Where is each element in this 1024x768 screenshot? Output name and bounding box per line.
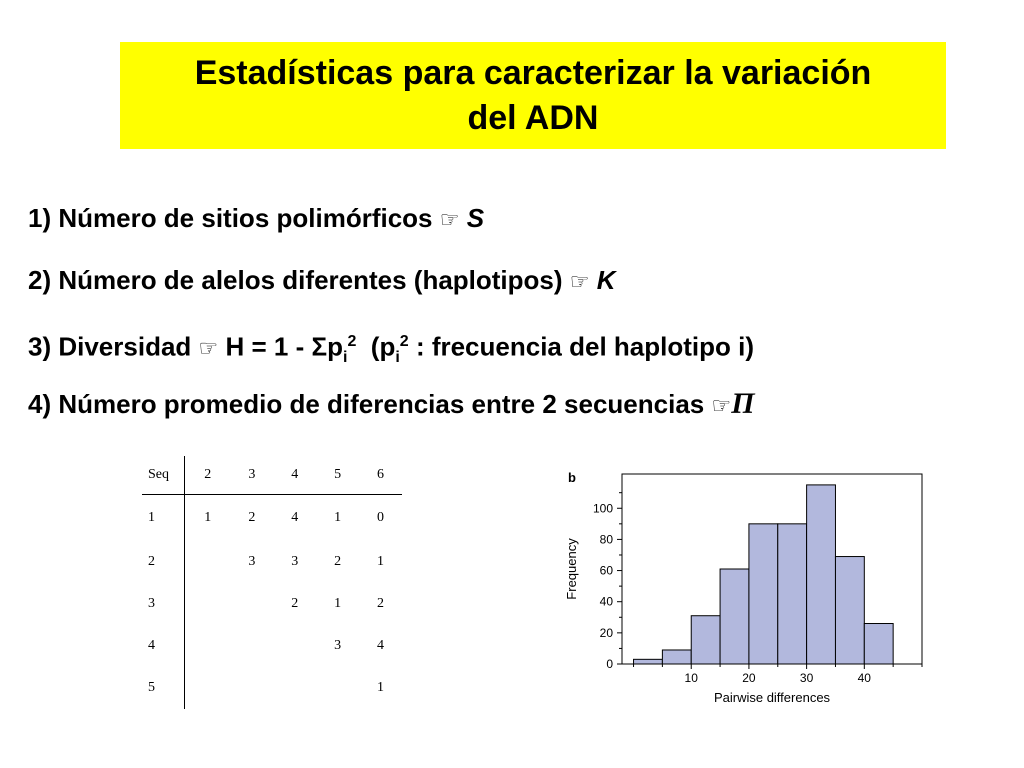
- table-cell: [230, 583, 273, 625]
- table-cell: [230, 667, 273, 709]
- table-cell: 2: [142, 541, 185, 583]
- table-cell: 5: [142, 667, 185, 709]
- y-axis-label: Frequency: [564, 538, 579, 600]
- histogram-bar: [634, 659, 663, 664]
- x-tick-label: 40: [857, 671, 871, 685]
- table-cell: 3: [334, 638, 342, 653]
- y-tick-label: 20: [599, 625, 613, 640]
- table-cell: [185, 541, 231, 583]
- table-cell: 4: [142, 625, 185, 667]
- table-cell: [185, 667, 231, 709]
- pointing-hand-icon: ☞: [711, 394, 732, 419]
- histogram-bar: [864, 624, 893, 664]
- histogram-bar: [835, 557, 864, 664]
- formula-sub-i: i: [342, 348, 348, 366]
- table-cell: 4: [377, 638, 385, 653]
- histogram-bar: [778, 524, 807, 664]
- table-row: [142, 667, 402, 709]
- list-item: [28, 320, 1018, 382]
- table-header-cell: 4: [273, 456, 316, 495]
- y-tick-label: 100: [592, 501, 613, 516]
- formula-paren-p: (p: [370, 331, 396, 362]
- table-cell: [273, 625, 316, 667]
- table-header-cell: Seq: [142, 456, 185, 495]
- list-item: [28, 258, 1018, 320]
- table-cell: [185, 625, 231, 667]
- list-item: [28, 196, 1018, 258]
- item-text: 3) Diversidad: [28, 331, 192, 362]
- x-tick-label: 20: [742, 671, 756, 685]
- histogram-bar: [662, 650, 691, 664]
- table-cell: 2: [334, 554, 342, 569]
- table-header-cell: 6: [359, 456, 402, 495]
- statistics-list: [28, 196, 1018, 444]
- formula-p: p: [327, 331, 343, 362]
- table-cell: 1: [142, 495, 185, 542]
- table-cell: [273, 667, 316, 709]
- item-text: 1) Número de sitios polimórficos: [28, 203, 433, 233]
- table-header-cell: 5: [316, 456, 359, 495]
- histogram-bar: [720, 569, 749, 664]
- y-tick-label: 80: [599, 532, 613, 547]
- item-text: 2) Número de alelos diferentes (haplotipos): [28, 265, 563, 295]
- table-cell: 1: [204, 510, 212, 525]
- table-header-cell: 2: [185, 456, 231, 495]
- formula-description: : frecuencia del haplotipo i): [415, 331, 754, 362]
- formula-sup-2: 2: [347, 333, 357, 350]
- formula-sup-2: 2: [399, 333, 409, 350]
- table-row: [142, 583, 402, 625]
- histogram-bar: [691, 616, 720, 664]
- item-symbol: Π: [731, 387, 755, 420]
- table-row: [142, 495, 402, 542]
- table-cell: 1: [334, 596, 342, 611]
- histogram-bar: [749, 524, 778, 664]
- table-row: [142, 625, 402, 667]
- x-axis-label: Pairwise differences: [713, 690, 831, 705]
- title-line-2: del ADN: [467, 98, 599, 137]
- x-tick-label: 10: [684, 671, 698, 685]
- pairwise-differences-histogram: [556, 460, 936, 710]
- table-cell: 2: [377, 596, 385, 611]
- formula-h: H = 1 -: [225, 331, 312, 362]
- x-tick-label: 30: [799, 671, 814, 685]
- pointing-hand-icon: ☞: [198, 336, 219, 362]
- title-box: [120, 42, 946, 149]
- table-cell: 2: [248, 510, 256, 525]
- table-cell: 0: [377, 510, 385, 525]
- pairwise-differences-table: [142, 456, 402, 709]
- table-cell: 2: [291, 596, 299, 611]
- table-header-cell: 3: [230, 456, 273, 495]
- panel-label: b: [568, 470, 576, 485]
- y-tick-label: 0: [606, 657, 613, 671]
- table-row: [142, 541, 402, 583]
- table-cell: [316, 667, 359, 709]
- y-tick-label: 60: [599, 563, 613, 578]
- table-cell: 1: [377, 680, 385, 695]
- y-tick-label: 40: [599, 594, 613, 609]
- histogram-bar: [807, 485, 836, 664]
- pointing-hand-icon: ☞: [439, 208, 460, 233]
- sigma-symbol: Σ: [311, 331, 328, 362]
- table-cell: 1: [334, 510, 342, 525]
- list-item: [28, 382, 1018, 444]
- table-cell: [230, 625, 273, 667]
- table-cell: 3: [248, 554, 256, 569]
- item-symbol: S: [466, 203, 485, 233]
- table-cell: 4: [291, 510, 299, 525]
- table-header-row: [142, 456, 402, 495]
- table-cell: [185, 583, 231, 625]
- item-symbol: K: [596, 265, 616, 295]
- pointing-hand-icon: ☞: [569, 270, 590, 295]
- table-cell: 1: [377, 554, 385, 569]
- item-text: 4) Número promedio de diferencias entre 2 secuencias: [28, 389, 705, 419]
- table-cell: 3: [142, 583, 185, 625]
- slide-title: [195, 51, 872, 139]
- table-cell: 3: [291, 554, 299, 569]
- formula-sub-i: i: [395, 348, 400, 366]
- title-line-1: Estadísticas para caracterizar la variación: [194, 54, 872, 93]
